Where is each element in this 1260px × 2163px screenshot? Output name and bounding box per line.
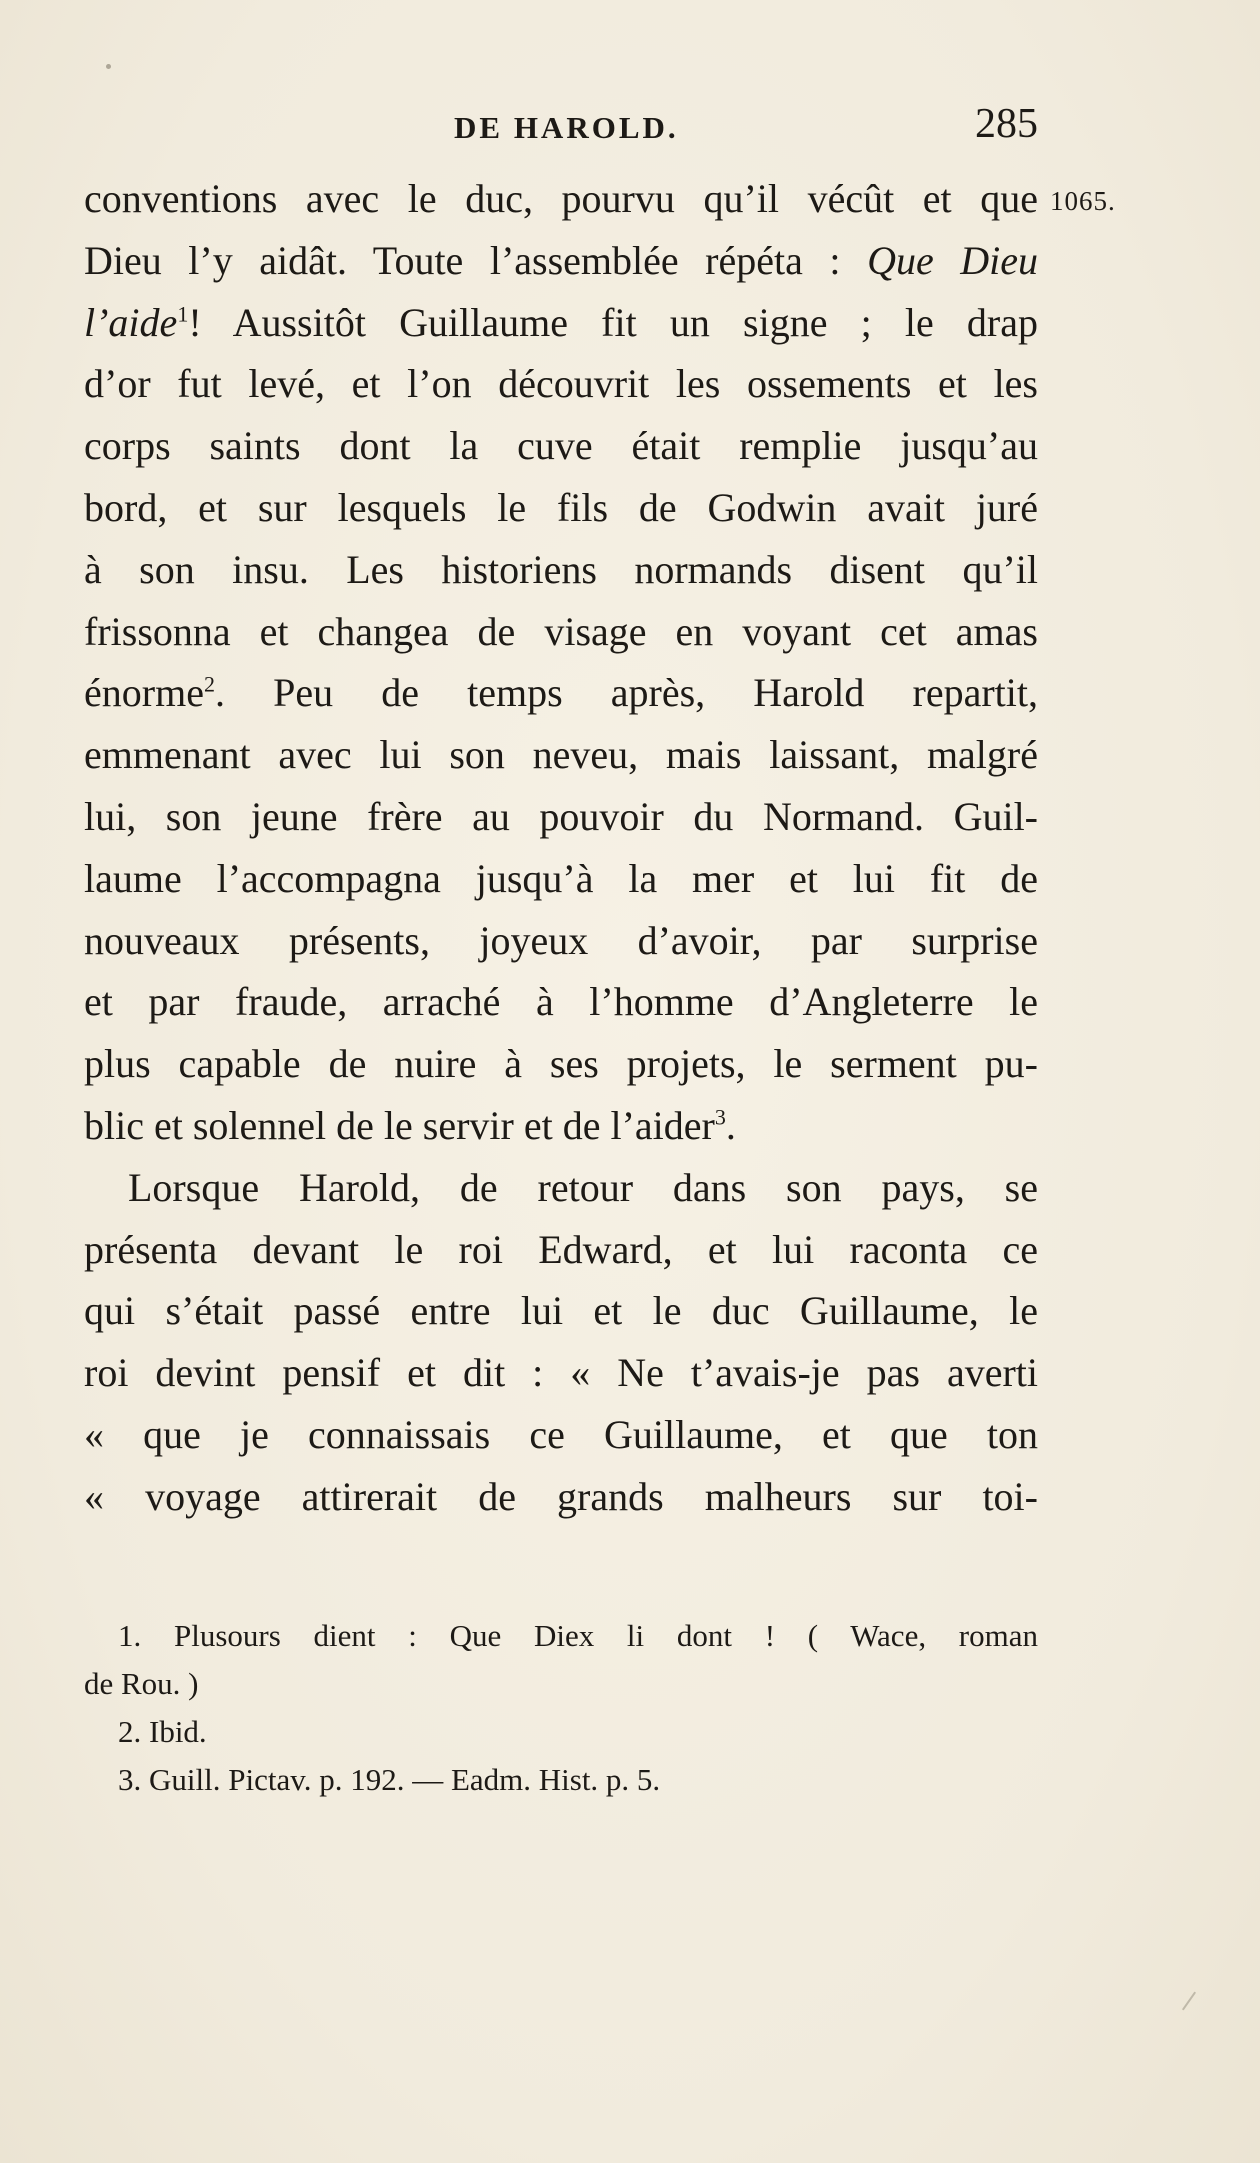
text-line: « voyage attirerait de grands malheurs sur toi- (84, 1473, 1038, 1519)
text-line: corps saints dont la cuve était remplie jusqu’au (84, 423, 1038, 469)
footnote-3: 3. Guill. Pictav. p. 192. — Eadm. Hist. p. 5. (118, 1762, 661, 1797)
text-line: conventions avec le duc, pourvu qu’il vécût et que (84, 176, 1038, 221)
text-line: emmenant avec lui son neveu, mais laissant, malgré (84, 732, 1038, 778)
text-line: énorme$^2$. Peu de temps après, Harold repartit, (84, 670, 1038, 716)
footnote-ref-1: 1 (177, 301, 189, 327)
footnotes (84, 1612, 1038, 1804)
page-header (84, 100, 1038, 160)
text-line: blic et solennel de le servir et de l’aider$^3$. (84, 1102, 736, 1148)
text-line: frissonna et changea de visage en voyant cet amas (84, 608, 1038, 654)
paper-speck (1182, 1991, 1196, 2010)
footnote-1: 1. Plusours dient : Que Diex li dont ! ( Wace, roman (118, 1618, 1038, 1653)
text-line: Lorsque Harold, de retour dans son pays, se (128, 1164, 1038, 1210)
italic-quote: Que Dieu (867, 237, 1038, 283)
text-line: d’or fut levé, et l’on découvrit les ossements et les (84, 361, 1038, 407)
text-line: présenta devant le roi Edward, et lui raconta ce (84, 1226, 1038, 1272)
body-text (84, 168, 1038, 1528)
text-line: laume l’accompagna jusqu’à la mer et lui fit de (84, 855, 1038, 901)
margin-date-note: 1065. (1050, 186, 1116, 216)
text-line: qui s’était passé entre lui et le duc Guillaume, le (84, 1288, 1038, 1334)
text-line: et par fraude, arraché à l’homme d’Angleterre le (84, 979, 1038, 1025)
paper-speck (106, 64, 111, 69)
text-line: Dieu l’y aidât. Toute l’assemblée répéta : Que Dieu (84, 237, 1038, 283)
page-number: 285 (975, 101, 1038, 147)
footnote-1-continued: de Rou. ) (84, 1666, 199, 1701)
text-line: bord, et sur lesquels le fils de Godwin avait juré (84, 484, 1038, 530)
footnote-ref-2: 2 (203, 672, 215, 698)
text-line: roi devint pensif et dit : « Ne t’avais-je pas averti (84, 1350, 1038, 1396)
italic-quote: l’aide (84, 299, 178, 345)
footnote-ref-3: 3 (714, 1104, 726, 1130)
text-line: « que je connaissais ce Guillaume, et que ton (84, 1411, 1038, 1457)
text-line: à son insu. Les historiens normands disent qu’il (84, 546, 1038, 592)
footnote-2: 2. Ibid. (118, 1714, 207, 1749)
text-line: lui, son jeune frère au pouvoir du Normand. Guil- (84, 793, 1038, 839)
text-line: plus capable de nuire à ses projets, le serment pu- (84, 1041, 1038, 1087)
text-line: nouveaux présents, joyeux d’avoir, par surprise (84, 917, 1038, 963)
text-line: l’aide$^1$! Aussitôt Guillaume fit un signe ; le drap (84, 299, 1038, 345)
running-title: DE HAROLD. (454, 110, 679, 145)
